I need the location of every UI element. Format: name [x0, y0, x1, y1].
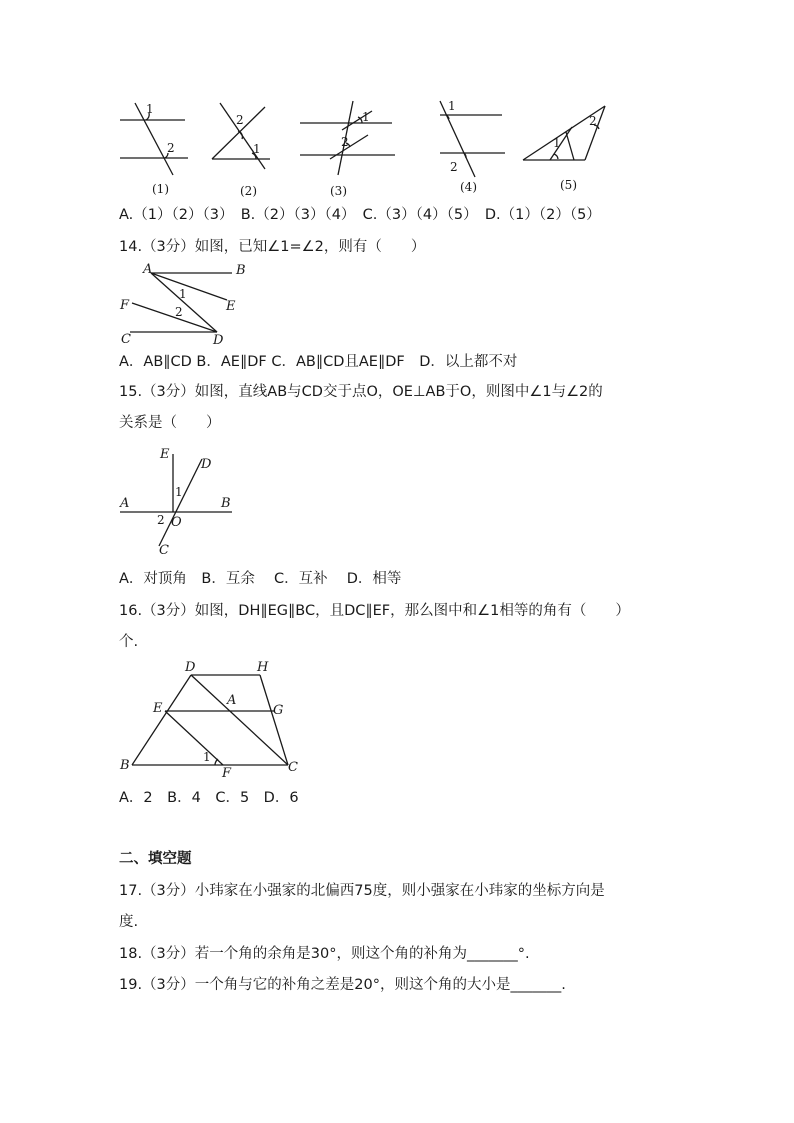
q13-fig3-caption: (3): [330, 184, 347, 198]
q13-fig2-angle1: 1: [253, 142, 261, 156]
q14-point-C: C: [121, 332, 131, 347]
q13-fig1-angle2: 2: [167, 141, 175, 155]
q16-point-D: D: [185, 660, 196, 675]
q16-stem-line2: 个.: [119, 634, 139, 650]
q17-line1: 17.（3分）小玮家在小强家的北偏西75度，则小强家在小玮家的坐标方向是: [119, 883, 605, 899]
q13-fig5-angle1: 1: [553, 136, 561, 150]
q16-point-B: B: [120, 758, 130, 773]
q15-options: A．对顶角 B．互余 C．互补 D．相等: [119, 571, 402, 587]
q15-figure: [115, 444, 245, 559]
q16-point-H: H: [257, 660, 269, 675]
q13-fig5-angle2: 2: [589, 114, 597, 128]
q13-figures: [110, 95, 630, 205]
q15-point-E: E: [160, 447, 170, 462]
q15-angle2: 2: [157, 513, 165, 527]
q14-point-D: D: [213, 333, 224, 348]
q15-point-B: B: [221, 496, 231, 511]
q14-point-F: F: [120, 298, 130, 313]
q13-fig2-angle2: 2: [236, 113, 244, 127]
q15-stem-line2: 关系是（ ）: [119, 415, 221, 431]
q15-angle1: 1: [175, 485, 183, 499]
q13-fig3-angle1: 1: [362, 110, 370, 124]
q16-figure: [115, 655, 305, 783]
q13-options: A.（1）（2）（3） B.（2）（3）（4） C.（3）（4）（5） D.（1）（2）（5）: [119, 207, 601, 223]
q14-point-A: A: [143, 262, 153, 277]
q13-fig4-angle2: 2: [450, 160, 458, 174]
q15-point-D: D: [201, 457, 212, 472]
q14-point-B: B: [236, 263, 246, 278]
q19-text: 19.（3分）一个角与它的补角之差是20°，则这个角的大小是_______.: [119, 977, 566, 993]
q15-point-O: O: [171, 515, 182, 530]
q13-fig1-caption: (1): [152, 182, 169, 196]
q13-fig4-angle1: 1: [448, 99, 456, 113]
q18-text: 18.（3分）若一个角的余角是30°，则这个角的补角为_______°.: [119, 946, 530, 962]
q13-fig4-caption: (4): [460, 180, 477, 194]
q13-fig5-caption: (5): [560, 178, 577, 192]
q14-angle1: 1: [179, 287, 187, 301]
q13-fig1-angle1: 1: [146, 102, 154, 116]
q16-angle1: 1: [203, 750, 211, 764]
q16-point-A: A: [227, 693, 237, 708]
q16-options: A．2 B．4 C．5 D．6: [119, 790, 299, 806]
q16-stem-line1: 16.（3分）如图，DH∥EG∥BC，且DC∥EF，那么图中和∠1相等的角有（ ）: [119, 603, 630, 619]
q14-options: A．AB∥CD B．AE∥DF C．AB∥CD且AE∥DF D．以上都不对: [119, 354, 518, 370]
q14-angle2: 2: [175, 305, 183, 319]
q16-point-G: G: [273, 703, 284, 718]
q15-stem-line1: 15.（3分）如图，直线AB与CD交于点O，OE⊥AB于O，则图中∠1与∠2的: [119, 384, 603, 400]
q14-stem: 14.（3分）如图，已知∠1=∠2，则有（ ）: [119, 239, 426, 255]
q14-point-E: E: [226, 299, 236, 314]
q14-figure: [115, 258, 255, 350]
q13-fig2-caption: (2): [240, 184, 257, 198]
section2-title: 二、填空题: [119, 851, 192, 867]
q13-fig3-angle2: 2: [341, 135, 349, 149]
q15-point-A: A: [120, 496, 130, 511]
q15-point-C: C: [159, 543, 169, 558]
q16-point-F: F: [222, 766, 232, 781]
q17-line2: 度.: [119, 914, 139, 930]
q16-point-E: E: [153, 701, 163, 716]
q16-point-C: C: [288, 760, 298, 775]
